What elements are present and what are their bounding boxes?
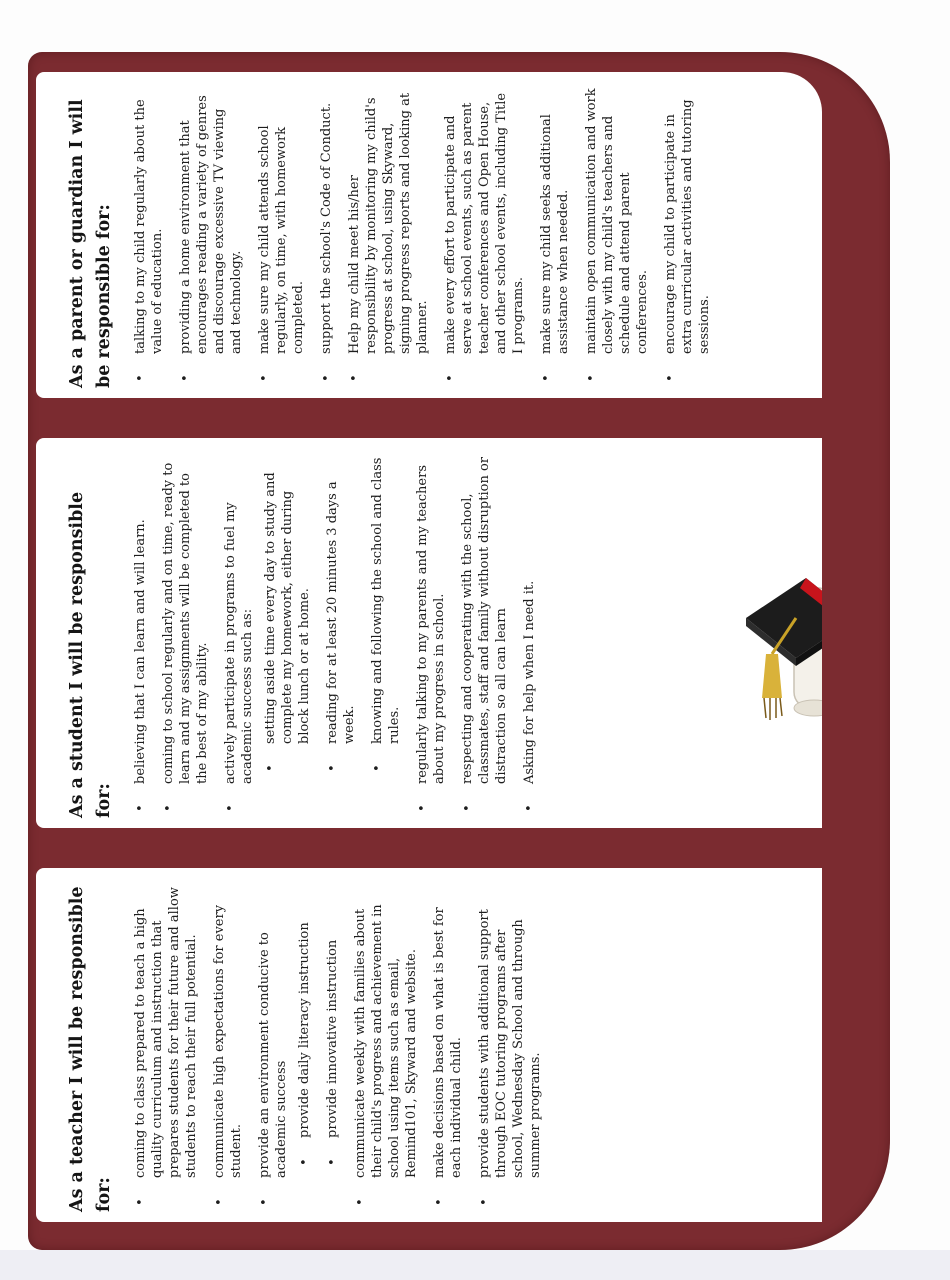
list-item: • respecting and cooperating with the school, classmates, staff and family without disruption or distraction so all can learn: [459, 452, 510, 818]
list-item: • provide students with additional support through EOC tutoring programs after school, Wednesday School and through summer programs.: [476, 882, 544, 1212]
student-panel: [36, 438, 822, 828]
bottom-strip: [0, 1250, 950, 1280]
teacher-list: [132, 882, 544, 1212]
student-list: [132, 452, 538, 818]
list-item: [256, 882, 341, 1212]
list-item: • providing a home environment that encourages reading a variety of genres and discourage excessive TV viewing and technology.: [177, 86, 245, 388]
list-item: • maintain open communication and work closely with my child's teachers and schedule and attend parent conferences.: [583, 86, 651, 388]
list-item: • believing that I can learn and will learn.: [132, 452, 149, 818]
list-item: • make sure my child seeks additional assistance when needed.: [538, 86, 572, 388]
graduation-cap-diploma-icon: [736, 558, 822, 728]
parent-panel: [36, 72, 822, 398]
student-content: [36, 438, 822, 828]
list-item: • regularly talking to my parents and my teachers about my progress in school.: [414, 452, 448, 818]
parent-title: As a parent or guardian I will be responsible for:: [67, 99, 114, 388]
list-item: • coming to class prepared to teach a high quality curriculum and instruction that prepares students for their future and allow students to reach their full potential.: [132, 882, 200, 1212]
list-item: • coming to school regularly and on time, ready to learn and my assignments will be completed to the best of my ability.: [160, 452, 211, 818]
sub-list-item: • setting aside time every day to study and complete my homework, either during block lunch or at home.: [262, 452, 313, 784]
student-title: As a student I will be responsible for:: [67, 491, 114, 818]
sub-list: [296, 882, 341, 1178]
sub-list-item: • provide innovative instruction: [324, 882, 341, 1178]
sub-list-item: • knowing and following the school and class rules.: [369, 452, 403, 784]
list-item: • encourage my child to participate in extra curricular activities and tutoring sessions.: [662, 86, 713, 388]
list-item: [222, 452, 403, 818]
teacher-content: [36, 868, 822, 1222]
sub-list-item: • reading for at least 20 minutes 3 days a week.: [324, 452, 358, 784]
list-item: • make decisions based on what is best for each individual child.: [431, 882, 465, 1212]
list-item-text: provide an environment conducive to academic success: [257, 932, 289, 1178]
list-item: • Help my child meet his/her responsibility by monitoring my child's progress at school, using Skyward, signing progress reports and looking at planner.: [346, 86, 431, 388]
list-item: • communicate high expectations for every student.: [211, 882, 245, 1212]
sub-list: [262, 452, 403, 784]
sub-list-item: • provide daily literacy instruction: [296, 882, 313, 1178]
teacher-panel: [36, 868, 822, 1222]
list-item: • support the school's Code of Conduct.: [318, 86, 335, 388]
list-item: • make every effort to participate and serve at school events, such as parent teacher conferences and Open House, and other school events, including Title I programs.: [442, 86, 527, 388]
list-item: • talking to my child regularly about the value of education.: [132, 86, 166, 388]
list-item: • Asking for help when I need it.: [521, 452, 538, 818]
list-item-text: actively participate in programs to fuel my academic success such as:: [223, 502, 255, 784]
parent-list: [132, 86, 713, 388]
list-item: • communicate weekly with families about their child's progress and achievement in school using items such as email, Remind101, Skyward and website.: [352, 882, 420, 1212]
parent-content: [36, 72, 822, 398]
list-item: • make sure my child attends school regularly, on time, with homework completed.: [256, 86, 307, 388]
teacher-title: As a teacher I will be responsible for:: [67, 886, 114, 1212]
